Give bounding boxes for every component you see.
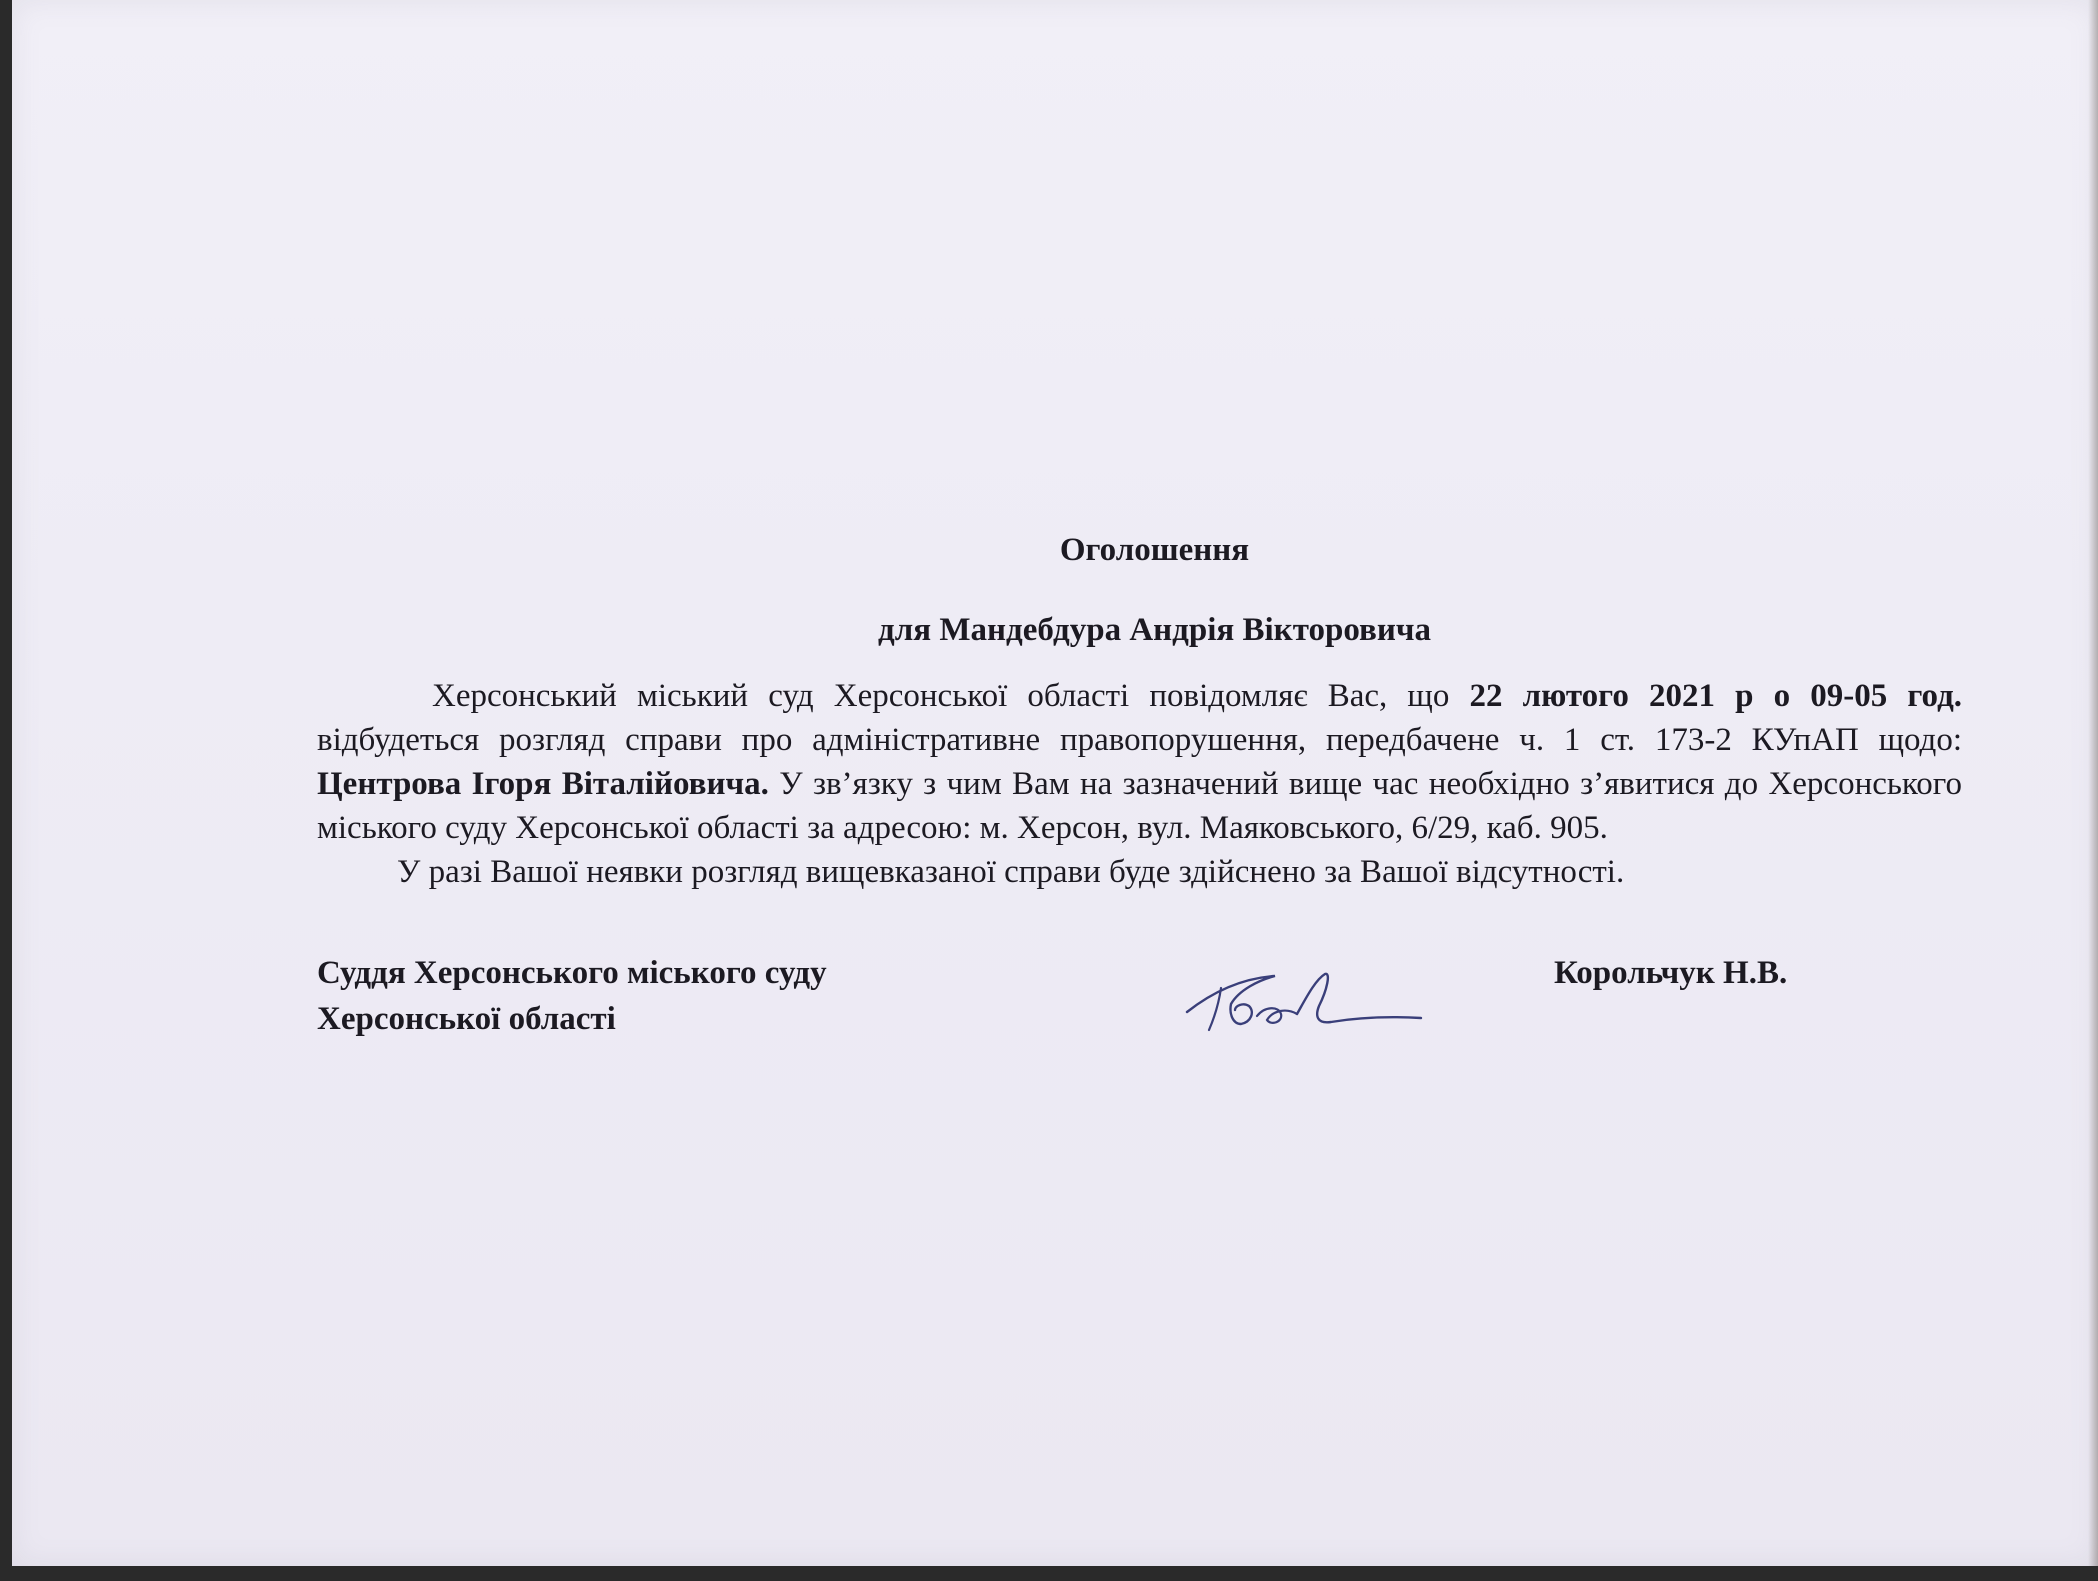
p1-text-part3: У зв’язку з чим Вам на зазначений вище час необхідно з’явитися до Херсонського міського суду Херсонської області за адресою: м. Херсон, вул. Маяковського, 6/29, каб. 905. [317,766,1962,846]
judge-title-line-2: Херсонської області [317,1001,616,1037]
hearing-datetime: 22 лютого 2021 р о 09-05 год. [1469,678,1963,714]
handwritten-signature [1175,950,1425,1050]
judge-title [317,950,827,1042]
announcement-document [317,530,1962,1050]
body-paragraph-1 [317,674,1962,850]
body-paragraph-2: У разі Вашої неявки розгляд вищевказаної справи буде здійснено за Вашої відсутності. [397,854,1625,890]
paper-sheet [12,0,2098,1566]
paper-edge-shadow [2088,0,2098,1566]
defendant-name: Центрова Ігоря Віталійовича. [317,766,769,802]
judge-title-line-1: Суддя Херсонського міського суду [317,955,827,991]
addressee-line: для Мандебдура Андрія Вікторовича [878,612,1431,648]
p1-text-part1: Херсонський міський суд Херсонської області повідомляє Вас, що [432,678,1470,714]
document-title: Оголошення [1059,532,1250,568]
signature-block [317,950,1962,1050]
judge-name: Корольчук Н.В. [1554,955,1788,991]
p1-text-part2: відбудеться розгляд справи про адміністративне правопорушення, передбачене ч. 1 ст. 173-2 КУпАП щодо: [317,722,1962,758]
